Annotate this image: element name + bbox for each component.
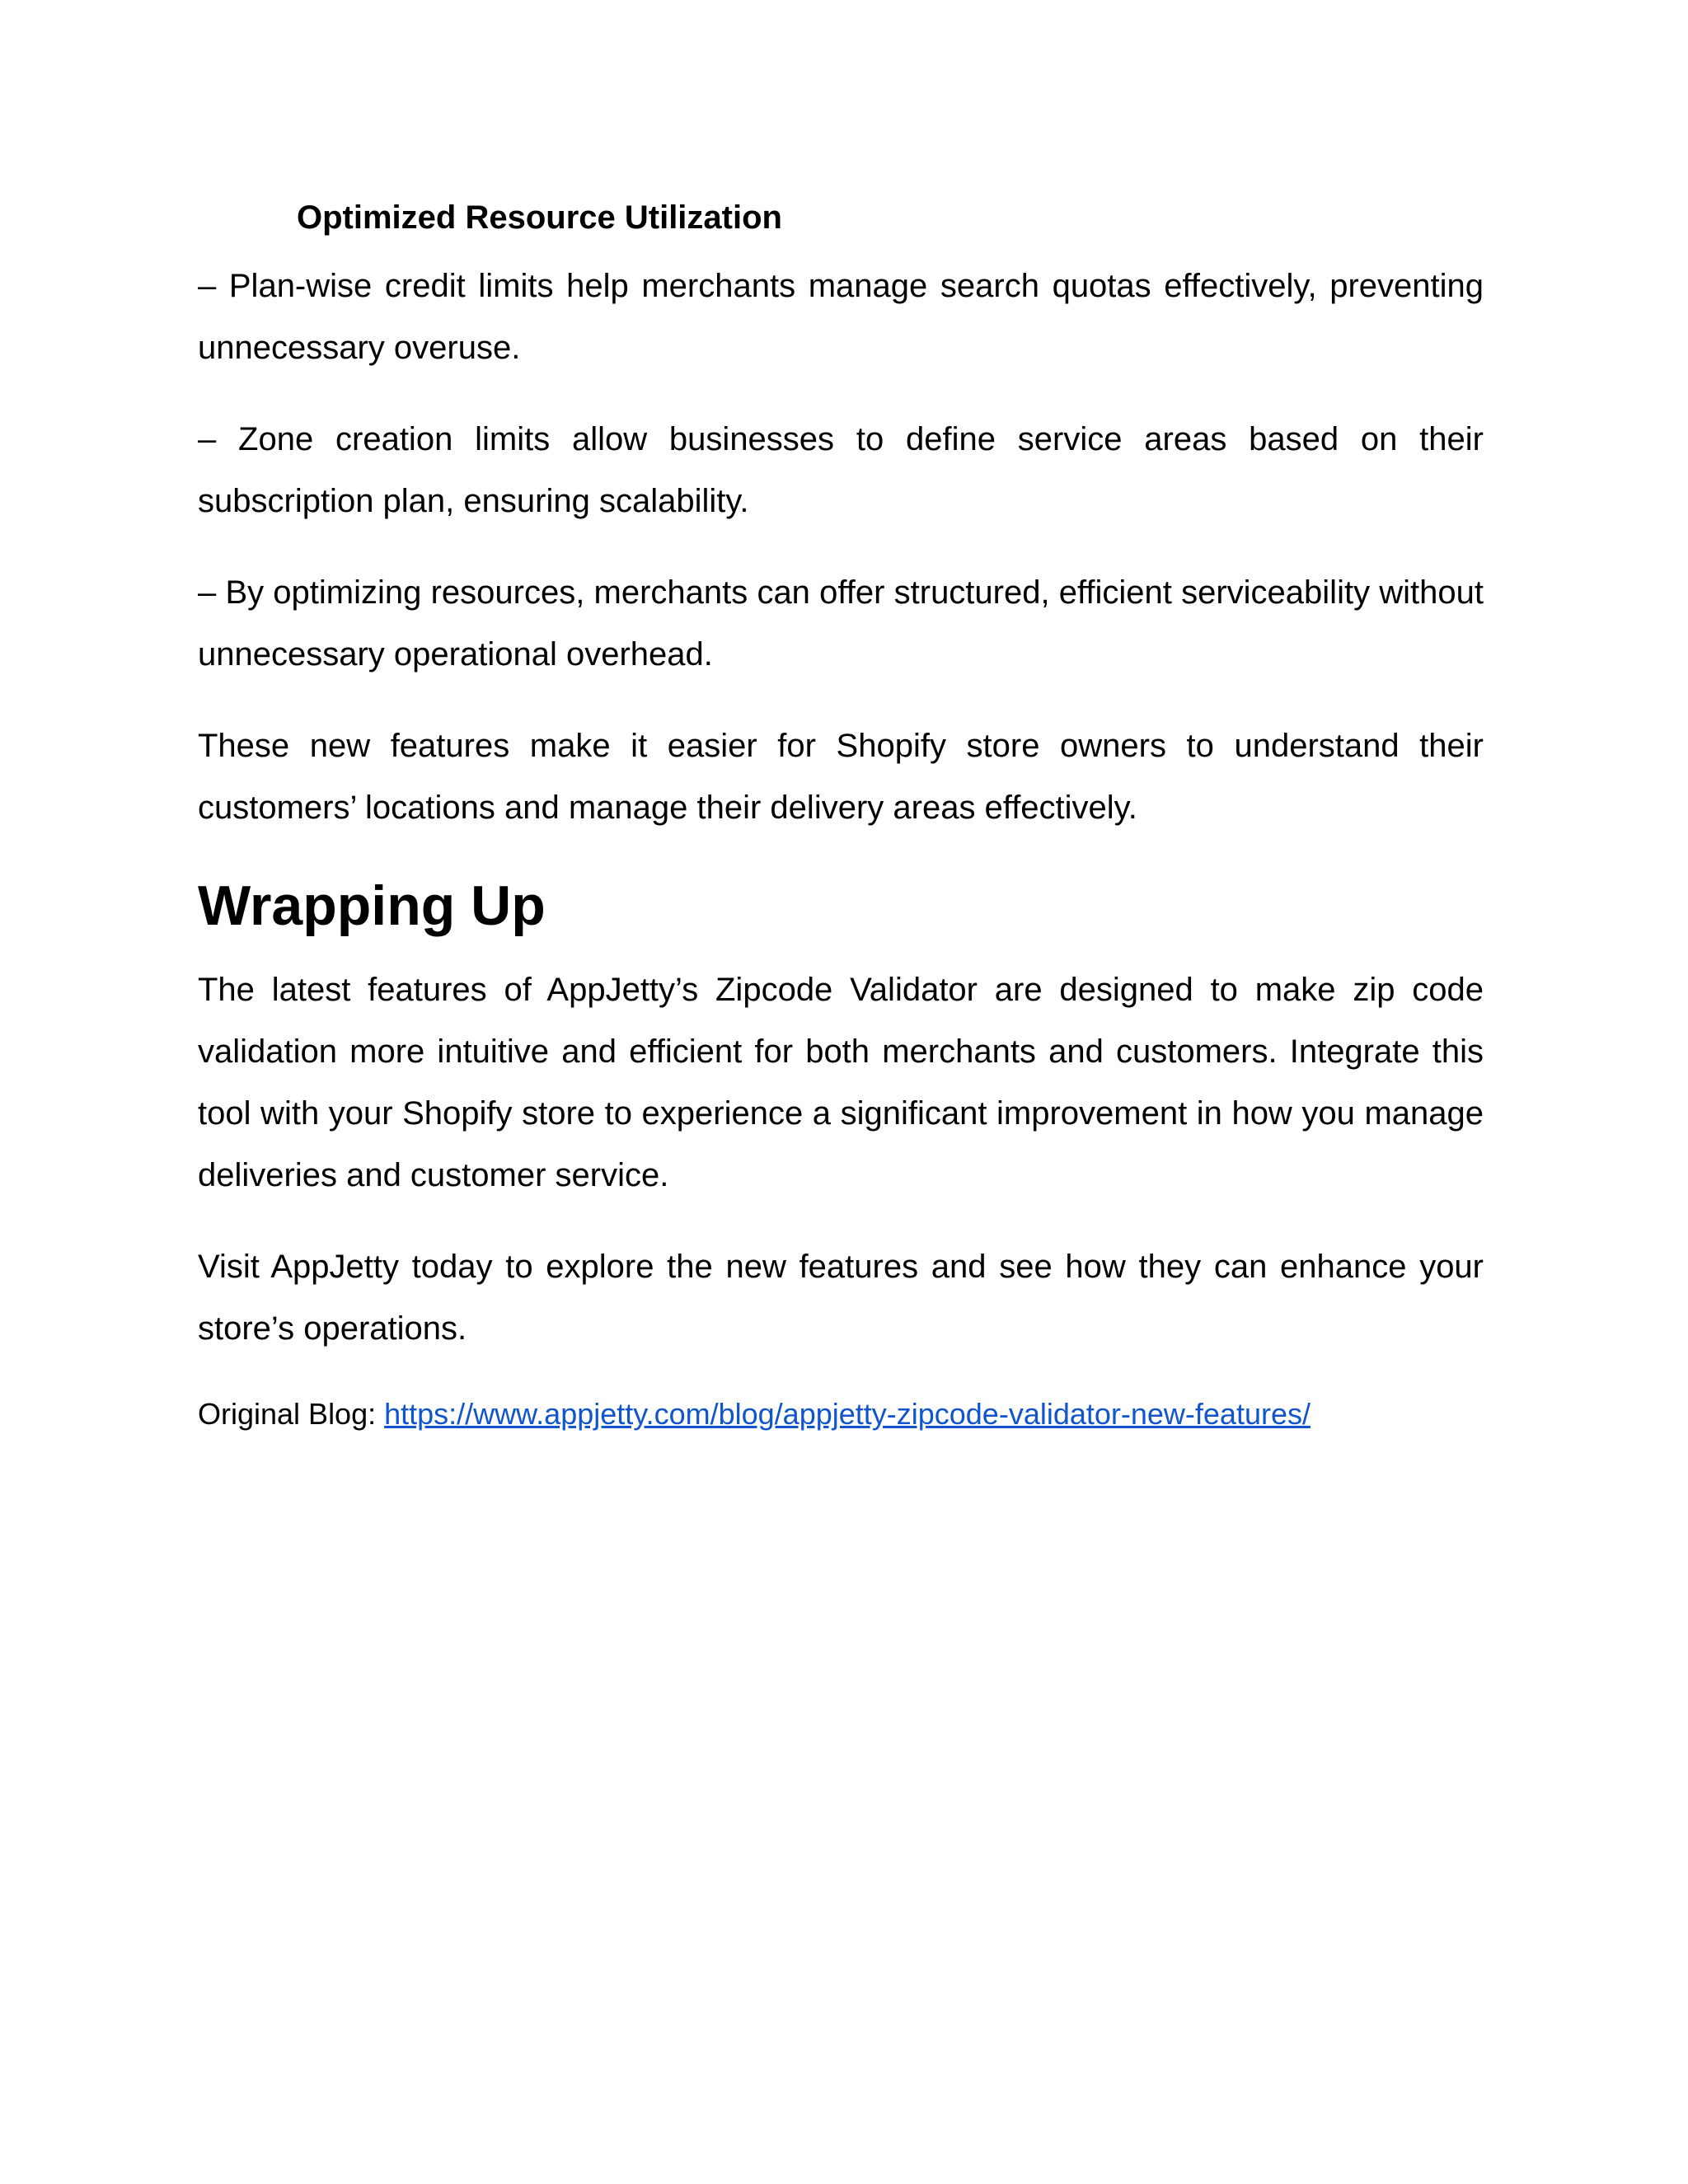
bullet-optimizing-resources: – By optimizing resources, merchants can offer structured, efficient serviceability without unnecessary operational overhead. (198, 574, 1484, 673)
original-blog-line (198, 1390, 1484, 1439)
wrap-up-heading: Wrapping Up (198, 874, 546, 937)
wrap-up-paragraph: The latest features of AppJetty’s Zipcode Validator are designed to make zip code validation more intuitive and efficient for both merchants and customers. Integrate this tool with your Shopify store to experience a significant improvement in how you manage deliveries and customer service. (198, 972, 1484, 1193)
section-subheading: Optimized Resource Utilization (297, 199, 782, 236)
call-to-action-paragraph: Visit AppJetty today to explore the new features and see how they can enhance your store’s operations. (198, 1249, 1484, 1347)
original-blog-label: Original Blog: (198, 1397, 385, 1431)
bullet-zone-limits: – Zone creation limits allow businesses to define service areas based on their subscription plan, ensuring scalability. (198, 421, 1484, 519)
original-blog-link[interactable]: https://www.appjetty.com/blog/appjetty-zipcode-validator-new-features/ (384, 1397, 1311, 1431)
document-page (198, 196, 1484, 1439)
features-summary: These new features make it easier for Shopify store owners to understand their customers’ locations and manage their delivery areas effectively. (198, 728, 1484, 826)
bullet-credit-limits: – Plan-wise credit limits help merchants manage search quotas effectively, preventing unnecessary overuse. (198, 268, 1484, 366)
